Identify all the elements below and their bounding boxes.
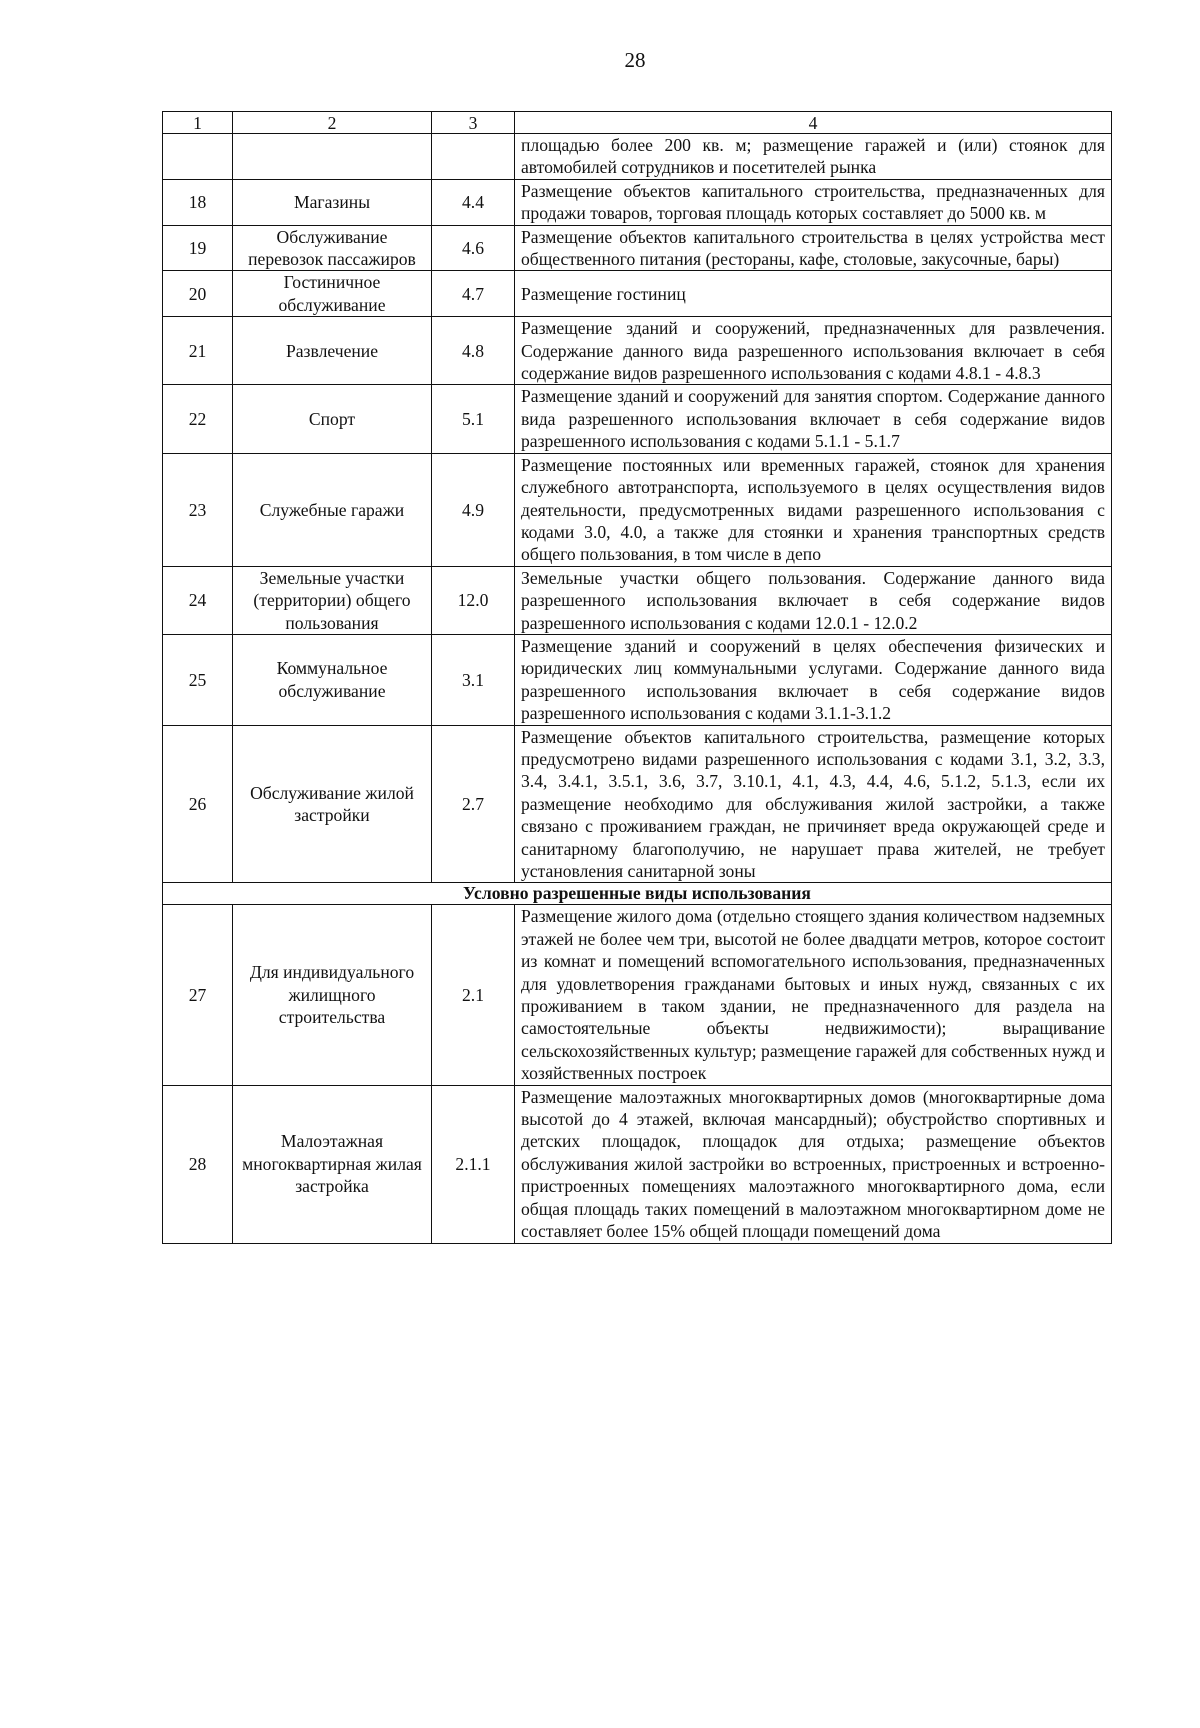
cell-name: Малоэтажная многоквартирная жилая застройка bbox=[233, 1085, 432, 1243]
table-row bbox=[163, 385, 1112, 453]
cell-code: 4.9 bbox=[432, 453, 515, 566]
cell-name: Служебные гаражи bbox=[233, 453, 432, 566]
cell-desc: Размещение зданий и сооружений, предназначенных для развлечения. Содержание данного вида разрешенного использования включает в себя содержание видов разрешенного использования с кодами 4.8.1 - 4.8.3 bbox=[515, 317, 1112, 385]
cell-num bbox=[163, 134, 233, 180]
section-heading-row bbox=[163, 883, 1112, 905]
cell-code: 4.4 bbox=[432, 179, 515, 225]
cell-num: 27 bbox=[163, 905, 233, 1085]
table-row bbox=[163, 725, 1112, 883]
cell-desc: Размещение зданий и сооружений в целях обеспечения физических и юридических лиц коммунальными услугами. Содержание данного вида разрешенного использования включает в себя содержание видов разрешенного использования с кодами 3.1.1-3.1.2 bbox=[515, 634, 1112, 725]
header-col-1: 1 bbox=[163, 112, 233, 134]
cell-code: 5.1 bbox=[432, 385, 515, 453]
cell-code: 4.8 bbox=[432, 317, 515, 385]
table-row bbox=[163, 317, 1112, 385]
cell-desc: площадью более 200 кв. м; размещение гаражей и (или) стоянок для автомобилей сотрудников и посетителей рынка bbox=[515, 134, 1112, 180]
cell-name: Обслуживание перевозок пассажиров bbox=[233, 225, 432, 271]
cell-num: 24 bbox=[163, 566, 233, 634]
cell-code: 12.0 bbox=[432, 566, 515, 634]
cell-desc: Земельные участки общего пользования. Содержание данного вида разрешенного использования включает в себя содержание видов разрешенного использования с кодами 12.0.1 - 12.0.2 bbox=[515, 566, 1112, 634]
cell-num: 26 bbox=[163, 725, 233, 883]
cell-desc: Размещение жилого дома (отдельно стоящего здания количеством надземных этажей не более чем три, высотой не более двадцати метров, которое состоит из комнат и помещений вспомогательного использования, предназначенных для удовлетворения гражданами бытовых и иных нужд, связанных с их проживанием в таком здании, не предназначенного для раздела на самостоятельные объекты недвижимости); выращивание сельскохозяйственных культур; размещение гаражей для собственных нужд и хозяйственных построек bbox=[515, 905, 1112, 1085]
cell-desc: Размещение малоэтажных многоквартирных домов (многоквартирные дома высотой до 4 этажей, включая мансардный); обустройство спортивных и детских площадок, площадок для отдыха; размещение объектов обслуживания жилой застройки во встроенных, пристроенных и встроенно-пристроенных помещениях малоэтажного многоквартирного дома, если общая площадь таких помещений в малоэтажном многоквартирном доме не составляет более 15% общей площади помещений дома bbox=[515, 1085, 1112, 1243]
cell-code: 2.7 bbox=[432, 725, 515, 883]
cell-name: Магазины bbox=[233, 179, 432, 225]
table-row bbox=[163, 634, 1112, 725]
cell-num: 28 bbox=[163, 1085, 233, 1243]
cell-num: 23 bbox=[163, 453, 233, 566]
cell-num: 22 bbox=[163, 385, 233, 453]
cell-name: Развлечение bbox=[233, 317, 432, 385]
cell-code: 4.6 bbox=[432, 225, 515, 271]
header-col-3: 3 bbox=[432, 112, 515, 134]
cell-num: 20 bbox=[163, 271, 233, 317]
cell-code: 2.1 bbox=[432, 905, 515, 1085]
table-row bbox=[163, 225, 1112, 271]
table-row bbox=[163, 566, 1112, 634]
header-col-4: 4 bbox=[515, 112, 1112, 134]
cell-num: 18 bbox=[163, 179, 233, 225]
cell-desc: Размещение гостиниц bbox=[515, 271, 1112, 317]
header-col-2: 2 bbox=[233, 112, 432, 134]
table-row bbox=[163, 453, 1112, 566]
cell-num: 21 bbox=[163, 317, 233, 385]
cell-name: Спорт bbox=[233, 385, 432, 453]
cell-num: 19 bbox=[163, 225, 233, 271]
table-header bbox=[163, 112, 1112, 134]
land-use-table bbox=[162, 111, 1112, 1244]
cell-name: Для индивидуального жилищного строительства bbox=[233, 905, 432, 1085]
cell-code: 4.7 bbox=[432, 271, 515, 317]
cell-code: 3.1 bbox=[432, 634, 515, 725]
cell-num: 25 bbox=[163, 634, 233, 725]
table-row bbox=[163, 179, 1112, 225]
cell-name bbox=[233, 134, 432, 180]
section-title: Условно разрешенные виды использования bbox=[163, 883, 1112, 905]
cell-desc: Размещение объектов капитального строительства, предназначенных для продажи товаров, торговая площадь которых составляет до 5000 кв. м bbox=[515, 179, 1112, 225]
cell-name: Земельные участки (территории) общего пользования bbox=[233, 566, 432, 634]
cell-code: 2.1.1 bbox=[432, 1085, 515, 1243]
table-body bbox=[163, 134, 1112, 1244]
table-row bbox=[163, 1085, 1112, 1243]
cell-desc: Размещение объектов капитального строительства, размещение которых предусмотрено видами разрешенного использования с кодами 3.1, 3.2, 3.3, 3.4, 3.4.1, 3.5.1, 3.6, 3.7, 3.10.1, 4.1, 4.3, 4.4, 4.6, 5.1.2, 5.1.3, если их размещение необходимо для обслуживания жилой застройки, а также связано с проживанием граждан, не причиняет вреда окружающей среде и санитарному благополучию, не нарушает права жителей, не требует установления санитарной зоны bbox=[515, 725, 1112, 883]
page-number: 28 bbox=[624, 48, 646, 72]
cell-desc: Размещение зданий и сооружений для занятия спортом. Содержание данного вида разрешенного использования включает в себя содержание видов разрешенного использования с кодами 5.1.1 - 5.1.7 bbox=[515, 385, 1112, 453]
table-row-continuation bbox=[163, 134, 1112, 180]
cell-name: Коммунальное обслуживание bbox=[233, 634, 432, 725]
table-row bbox=[163, 271, 1112, 317]
cell-name: Гостиничное обслуживание bbox=[233, 271, 432, 317]
table-row bbox=[163, 905, 1112, 1085]
cell-name: Обслуживание жилой застройки bbox=[233, 725, 432, 883]
cell-desc: Размещение постоянных или временных гаражей, стоянок для хранения служебного автотранспорта, используемого в целях осуществления видов деятельности, предусмотренных видами разрешенного использования с кодами 3.0, 4.0, а также для стоянки и хранения транспортных средств общего пользования, в том числе в депо bbox=[515, 453, 1112, 566]
cell-desc: Размещение объектов капитального строительства в целях устройства мест общественного питания (рестораны, кафе, столовые, закусочные, бары) bbox=[515, 225, 1112, 271]
cell-code bbox=[432, 134, 515, 180]
